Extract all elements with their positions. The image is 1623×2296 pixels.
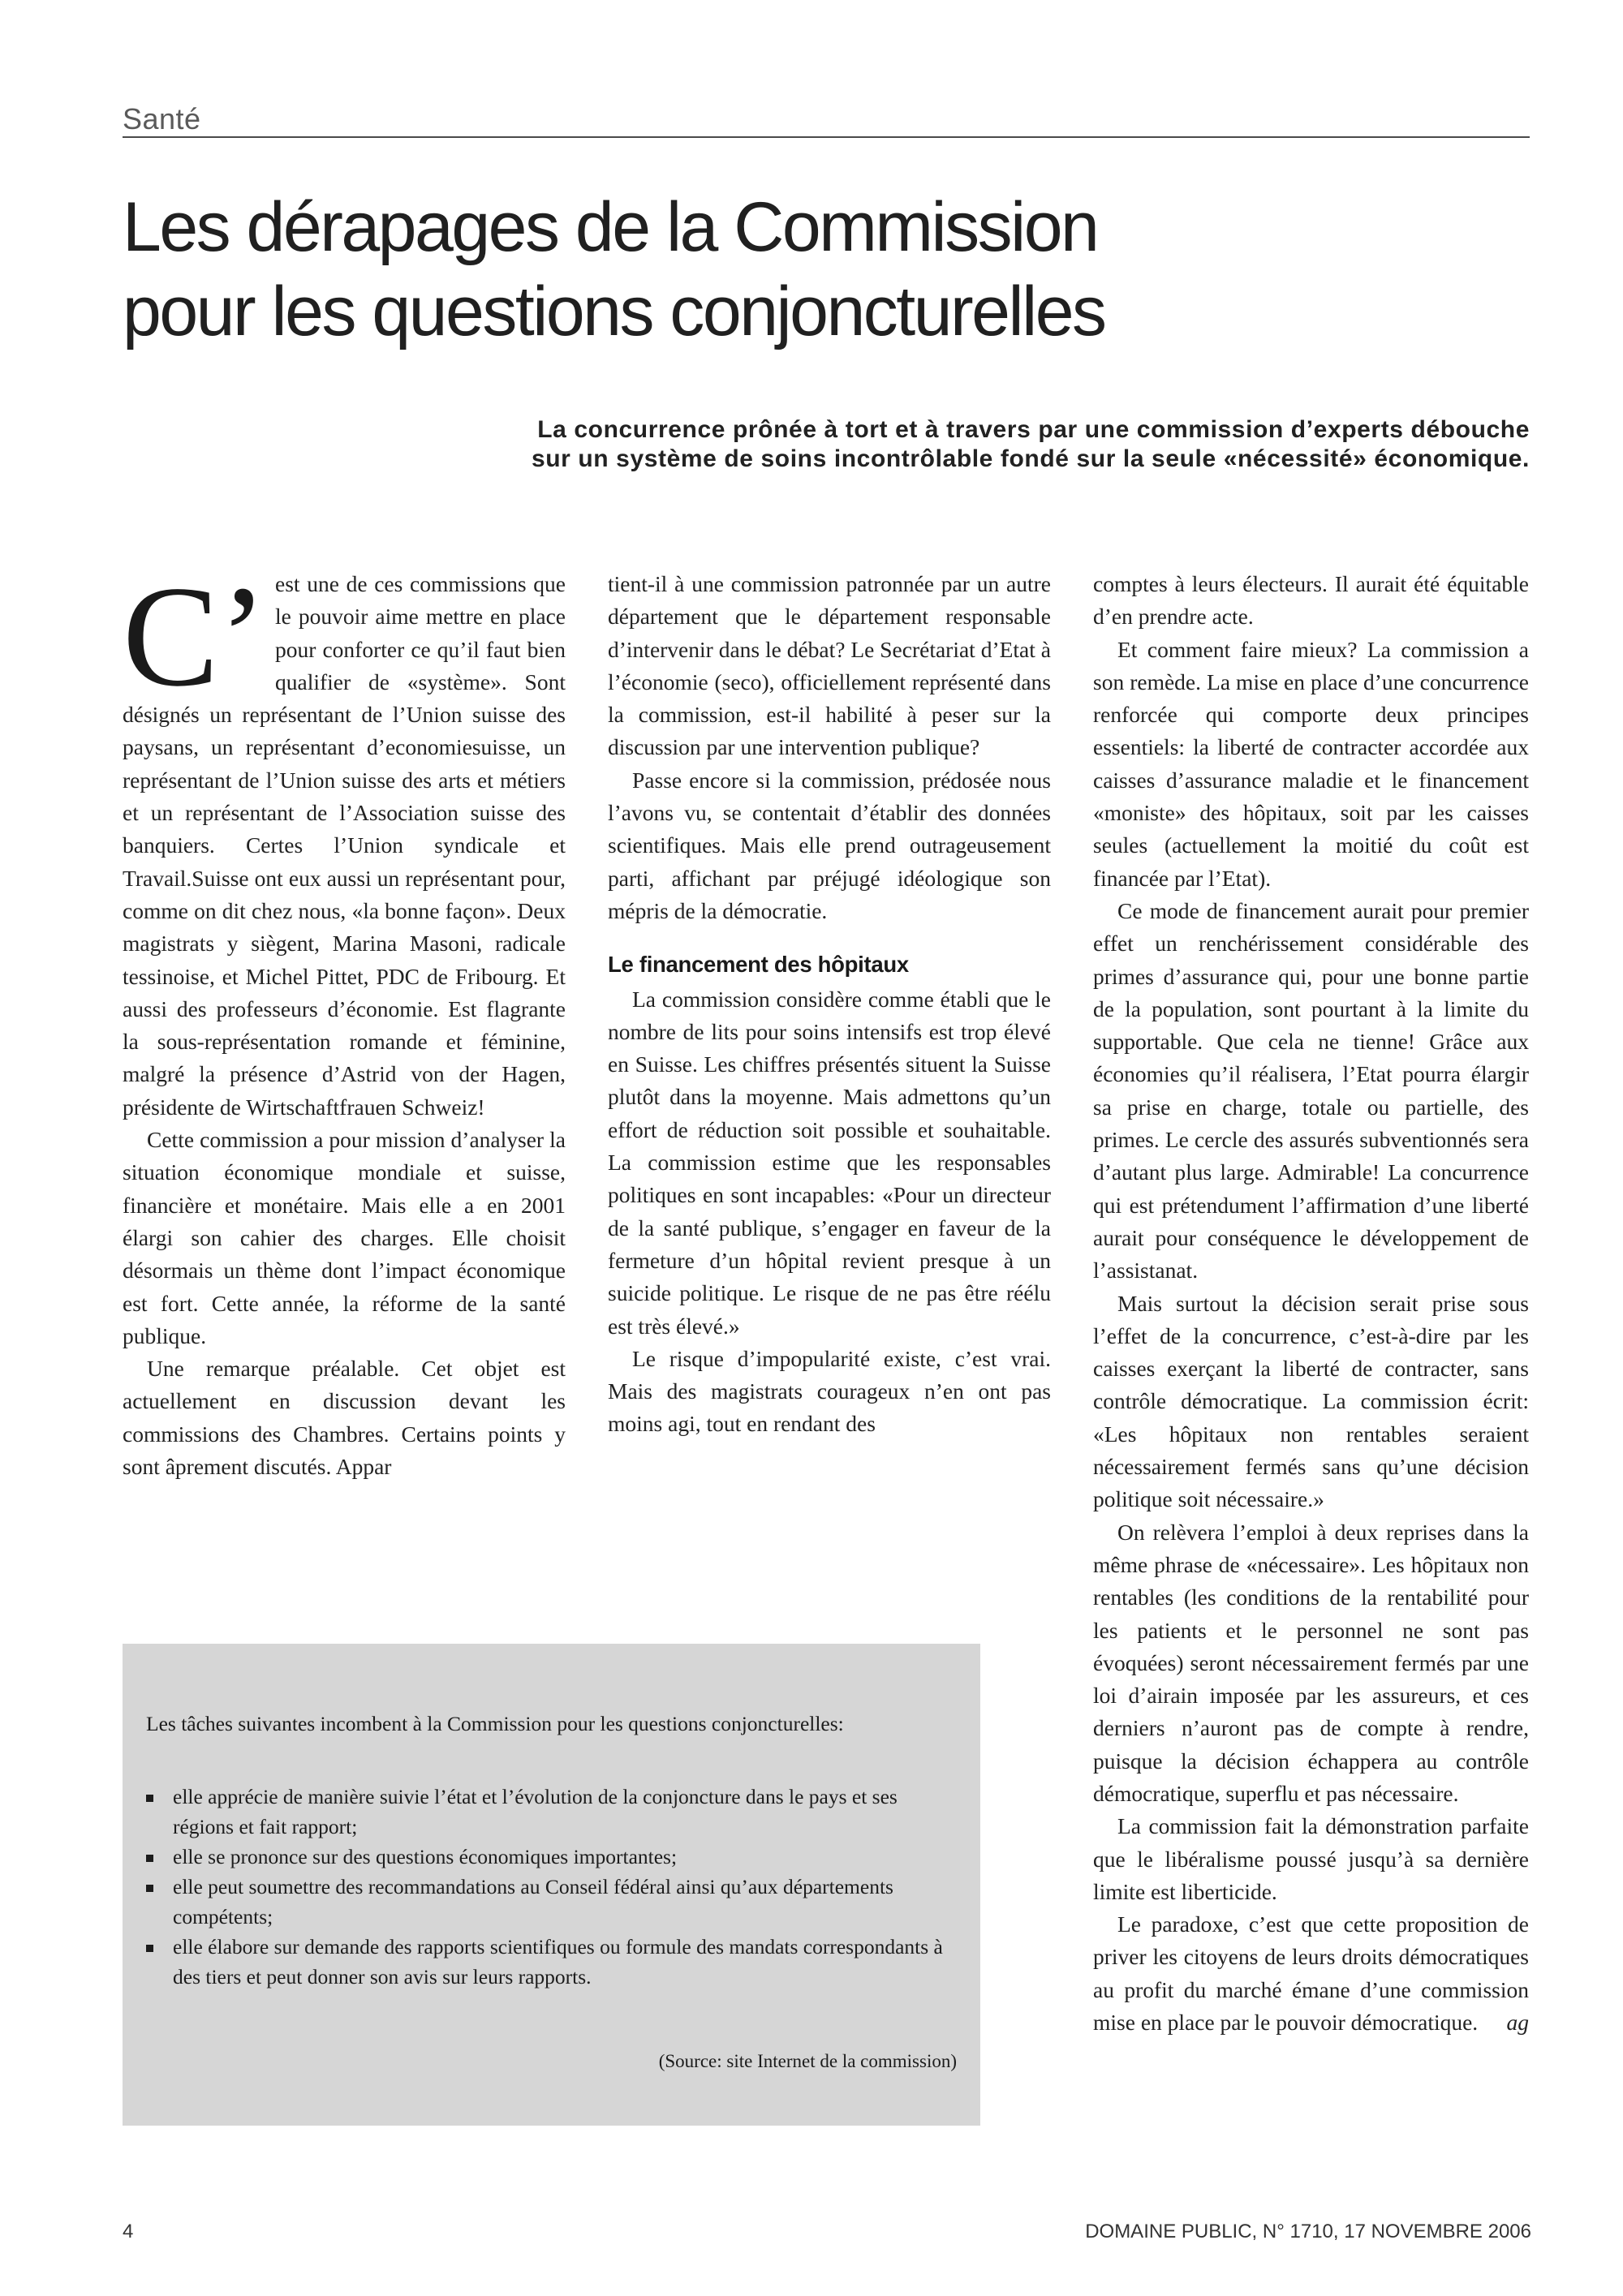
- paragraph: On relèvera l’emploi à deux reprises dans la même phrase de «nécessaire». Les hôpitaux non rentables (les conditions de la rentabilité pour les patients et le personnel ne sont pas évoquées) seront nécessairement fermés par une loi d’airain imposée par les assureurs, et ces derniers n’auront pas de compte à rendre, puisque la décision échappera au contrôle démocratique, superflu et pas nécessaire.: [1093, 1519, 1529, 1806]
- article-subtitle: [243, 415, 1530, 474]
- paragraph: Le paradoxe, c’est que cette proposition de priver les citoyens de leurs droits démocratiques au profit du marché émane d’une commission mise en place par le pouvoir démocratique.: [1093, 1911, 1529, 2036]
- paragraph: Cette commission a pour mission d’analyser la situation économique mondiale et suisse, financière et monétaire. Mais elle a en 2001 élargi son cahier des charges. Elle choisit désormais un thème dont l’impact économique est fort. Cette année, la réforme de la santé publique.: [123, 1127, 566, 1348]
- subtitle-line: sur un système de soins incontrôlable fondé sur la seule «nécessité» économique.: [531, 445, 1530, 472]
- title-line: pour les questions conjoncturelles: [123, 273, 1105, 350]
- paragraph-with-signature: [1093, 1908, 1529, 2039]
- paragraph: comptes à leurs électeurs. Il aurait été équitable d’en prendre acte.: [1093, 571, 1529, 630]
- article-title: [123, 185, 1502, 354]
- sidebar-intro: Les tâches suivantes incombent à la Commission pour les questions conjoncturelles:: [146, 1712, 844, 1735]
- paragraph: Mais surtout la décision serait prise sous l’effet de la concurrence, c’est-à-dire par les caisses exerçant la liberté de contracter, sans contrôle démocratique. La commission écrit: «Les hôpitaux non rentables seraient nécessairement fermés sans qu’une décision politique soit nécessaire.»: [1093, 1290, 1529, 1512]
- list-item: [146, 1932, 958, 1992]
- list-item: [146, 1782, 958, 1842]
- sidebar-list: [146, 1782, 958, 1992]
- paragraph: La commission fait la démonstration parfaite que le libéralisme poussé jusqu’à sa dernière limite est liberticide.: [1093, 1813, 1529, 1904]
- paragraph: tient-il à une commission patronnée par un autre département que le département responsable d’intervenir dans le débat? Le Secrétariat d’Etat à l’économie (seco), officiellement représenté dans la commission, est-il habilité à peser sur la discussion par une intervention publique?: [608, 571, 1051, 760]
- paragraph: Une remarque préalable. Cet objet est actuellement en discussion devant les commissions des Chambres. Certains points y sont âprement discutés. Appar: [123, 1356, 566, 1480]
- paragraph: Passe encore si la commission, prédosée nous l’avons vu, se contentait d’établir des données scientifiques. Mais elle prend outrageusement parti, affichant par préjugé idéologique son mépris de la démocratie.: [608, 767, 1051, 923]
- publication-footer: DOMAINE PUBLIC, N° 1710, 17 NOVEMBRE 2006: [1085, 2221, 1531, 2242]
- article-column-1: [123, 556, 566, 1483]
- section-rule: [123, 136, 1530, 138]
- page-number: 4: [123, 2221, 134, 2242]
- paragraph: est une de ces commissions que le pouvoir aime mettre en place pour conforter ce qu’il faut bien qualifier de «système». Sont désignés un représentant de l’Union suisse des paysans, un représentant d’economiesuisse, un représentant de l’Union suisse des arts et métiers et un représentant de l’Association suisse des banquiers. Certes l’Union syndicale et Travail.Suisse ont eux aussi un représentant pour, comme on dit chez nous, «la bonne façon». Deux magistrats y siègent, Marina Masoni, radicale tessinoise, et Michel Pittet, PDC de Fribourg. Et aussi des professeurs d’économie. Est flagrante la sous-représentation romande et féminine, malgré la présence d’Astrid von der Hagen, présidente de Wirtschaftfrauen Schweiz!: [123, 571, 566, 1120]
- list-item-text: elle se prononce sur des questions économiques importantes;: [173, 1845, 678, 1868]
- section-label: Santé: [123, 102, 201, 135]
- sidebar-box: [123, 1644, 980, 2126]
- list-item-text: elle apprécie de manière suivie l’état et l’évolution de la conjoncture dans le pays et ses régions et fait rapport;: [173, 1785, 898, 1838]
- article-column-3: [1093, 568, 1529, 2039]
- paragraph: Et comment faire mieux? La commission a son remède. La mise en place d’une concurrence renforcée qui comporte deux principes essentiels: la liberté de contracter accordée aux caisses d’assurance maladie et le financement «moniste» des hôpitaux, soit par les caisses seules (actuellement la moitié du coût est financée par l’Etat).: [1093, 636, 1529, 891]
- list-item: [146, 1842, 958, 1872]
- bullet-icon: [146, 1945, 153, 1952]
- sidebar-source: (Source: site Internet de la commission): [658, 2051, 957, 2071]
- list-item-text: elle élabore sur demande des rapports scientifiques ou formule des mandats correspondants à des tiers et peut donner son avis sur leurs rapports.: [173, 1935, 943, 1989]
- paragraph: Ce mode de financement aurait pour premier effet un renchérissement considérable des primes d’assurance qui, pour une bonne partie de la population, sont pourtant à la limite du supportable. Que cela ne tienne! Grâce aux économies qu’il réalisera, l’Etat pourra élargir sa prise en charge, totale ou partielle, des primes. Le cercle des assurés subventionnés sera d’autant plus large. Admirable! La concurrence qui est prétendument l’affirmation d’une liberté aurait pour conséquence le développement de l’assistanat.: [1093, 897, 1529, 1283]
- bullet-icon: [146, 1885, 153, 1892]
- subheading: Le financement des hôpitaux: [608, 952, 909, 978]
- paragraph: Le risque d’impopularité existe, c’est vrai. Mais des magistrats courageux n’en ont pas moins agi, tout en rendant des: [608, 1345, 1051, 1437]
- subtitle-line: La concurrence prônée à tort et à travers par une commission d’experts débouche: [537, 416, 1530, 443]
- paragraph: La commission considère comme établi que le nombre de lits pour soins intensifs est trop élevé en Suisse. Les chiffres présentés situent la Suisse plutôt dans la moyenne. Mais admettons qu’un effort de réduction soit possible et souhaitable. La commission estime que les responsables politiques en sont incapables: «Pour un directeur de la santé publique, s’engager en faveur de la fermeture d’un hôpital revient presque à un suicide politique. Le risque de ne pas être réélu est très élevé.»: [608, 986, 1051, 1339]
- list-item: [146, 1872, 958, 1932]
- title-line: Les dérapages de la Commission: [123, 188, 1098, 266]
- drop-cap: C’: [123, 556, 267, 716]
- bullet-icon: [146, 1795, 153, 1802]
- list-item-text: elle peut soumettre des recommandations au Conseil fédéral ainsi qu’aux départements compétents;: [173, 1875, 893, 1928]
- author-signature: ag: [1506, 2010, 1529, 2036]
- article-column-2: [608, 568, 1051, 1441]
- bullet-icon: [146, 1855, 153, 1862]
